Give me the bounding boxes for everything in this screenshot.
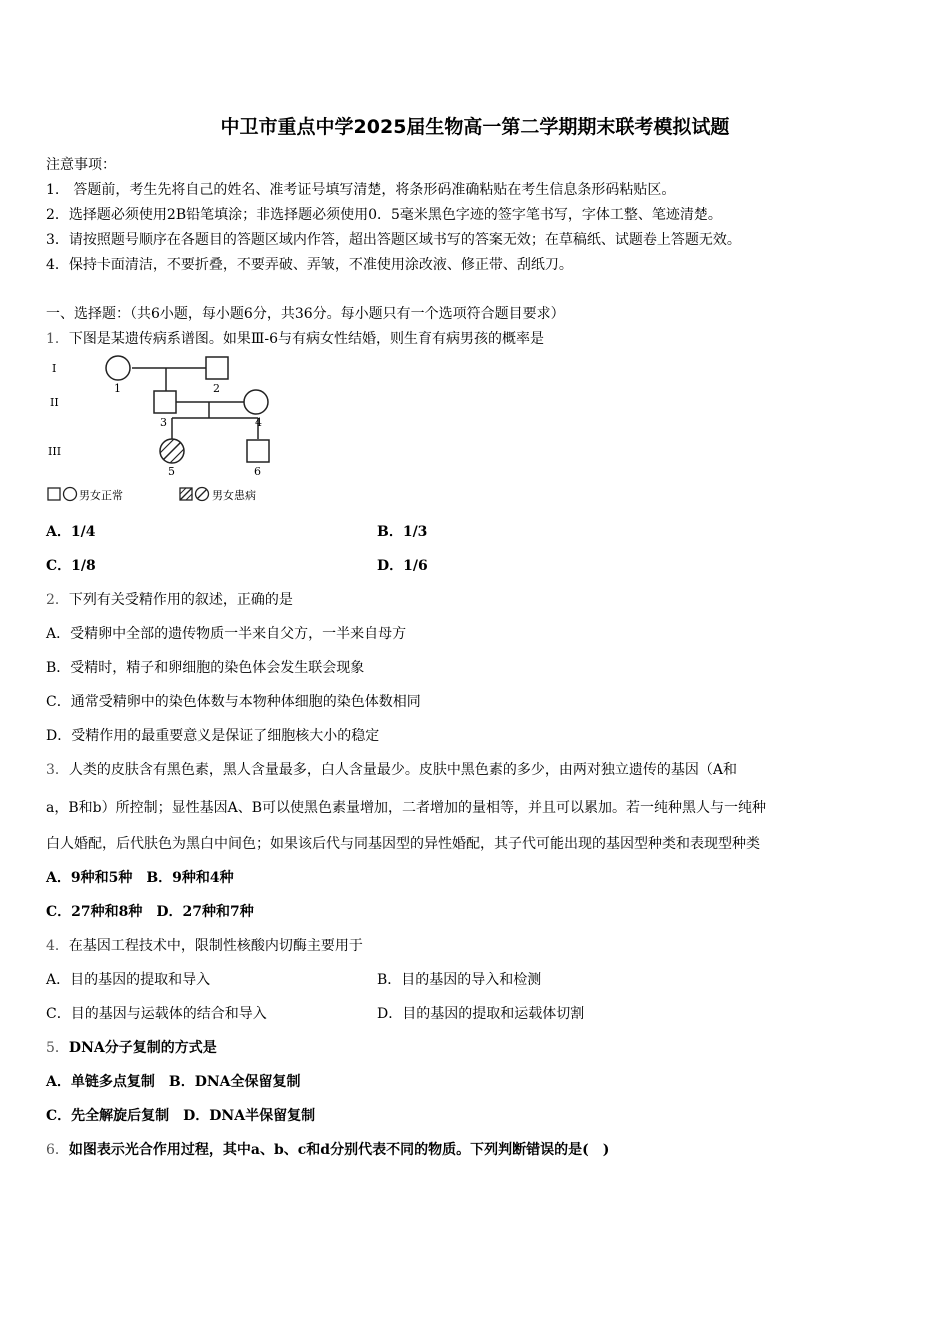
q5-options-ab: A．单链多点复制 B．DNA全保留复制 [46,1074,301,1090]
q4-option-a: A．目的基因的提取和导入 [46,972,211,988]
question-number: 6． [46,1142,69,1158]
generation-label-II: II [50,396,59,409]
question-number: 2． [46,592,69,608]
pedigree-male-normal-3 [154,391,176,413]
question-stem: 如图表示光合作用过程，其中a、b、c和d分别代表不同的物质。下列判断错误的是( ) [68,1142,610,1158]
q1-option-a: A．1/4 [46,524,96,540]
q4-option-d: D．目的基因的提取和运载体切割 [377,1006,585,1022]
pedigree-number-2: 2 [213,382,220,395]
q2-option-d: D．受精作用的最重要意义是保证了细胞核大小的稳定 [46,728,380,744]
q5-options-cd: C．先全解旋后复制 D．DNA半保留复制 [46,1108,316,1124]
legend-affected-label: 男女患病 [212,489,256,502]
question-stem: DNA分子复制的方式是 [68,1040,217,1056]
generation-label-III: III [48,445,62,458]
question-4 [46,935,363,955]
notice-heading: 注意事项： [46,157,116,173]
notice-item-2: 2．选择题必须使用2B铅笔填涂；非选择题必须使用0．5毫米黑色字迹的签字笔书写，字体工整、笔迹清楚。 [46,207,722,223]
legend-normal-label: 男女正常 [79,489,123,502]
q2-option-c: C．通常受精卵中的染色体数与本物种体细胞的染色体数相同 [46,694,421,710]
question-stem: 在基因工程技术中，限制性核酸内切酶主要用于 [68,938,363,954]
notice-item-3: 3．请按照题号顺序在各题目的答题区域内作答，超出答题区域书写的答案无效；在草稿纸、试题卷上答题无效。 [46,232,741,248]
q3-options-cd: C．27种和8种 D．27种和7种 [46,904,254,920]
q4-option-c: C．目的基因与运载体的结合和导入 [46,1006,267,1022]
pedigree-number-1: 1 [114,382,121,395]
q2-option-b: B．受精时，精子和卵细胞的染色体会发生联会现象 [46,660,365,676]
pedigree-male-normal-6 [247,440,269,462]
question-stem-line-1: 人类的皮肤含有黑色素，黑人含量最多，白人含量最少。皮肤中黑色素的多少，由两对独立遗传的基因（A和 [68,762,738,778]
question-6 [46,1139,609,1159]
q1-option-d: D．1/6 [377,558,428,574]
question-5 [46,1037,217,1057]
question-1 [46,328,544,348]
pedigree-female-normal-1 [106,356,130,380]
q2-option-a: A．受精卵中全部的遗传物质一半来自父方，一半来自母方 [46,626,407,642]
question-3-line-3: 白人婚配，后代肤色为黑白中间色；如果该后代与同基因型的异性婚配，其子代可能出现的基因型种类和表现型种类 [46,836,760,852]
question-number: 4． [46,938,69,954]
legend-male-normal-icon [48,488,60,500]
q1-option-b: B．1/3 [377,524,428,540]
legend-female-normal-icon [64,488,77,501]
section-heading: 一、选择题：（共6小题，每小题6分，共36分。每小题只有一个选项符合题目要求） [46,306,565,322]
pedigree-chart [46,352,306,507]
pedigree-number-4: 4 [255,416,262,429]
pedigree-female-normal-4 [244,390,268,414]
question-3-line-2: a，B和b）所控制；显性基因A、B可以使黑色素量增加，二者增加的量相等，并且可以累加。若一纯种黑人与一纯种 [46,800,766,816]
pedigree-number-6: 6 [254,465,261,478]
generation-label-I: I [52,362,57,375]
pedigree-male-normal-2 [206,357,228,379]
q4-option-b: B．目的基因的导入和检测 [377,972,542,988]
question-number: 1． [46,331,69,347]
notice-item-4: 4．保持卡面清洁，不要折叠，不要弄破、弄皱，不准使用涂改液、修正带、刮纸刀。 [46,257,573,273]
pedigree-number-3: 3 [160,416,167,429]
q3-options-ab: A．9种和5种 B．9种和4种 [46,870,234,886]
question-number: 3． [46,762,69,778]
page-title: 中卫市重点中学2025届生物高一第二学期期末联考模拟试题 [220,116,730,138]
question-2 [46,589,293,609]
q1-option-c: C．1/8 [46,558,96,574]
question-3 [46,759,737,779]
question-stem: 下列有关受精作用的叙述，正确的是 [68,592,293,608]
question-number: 5． [46,1040,69,1056]
pedigree-number-5: 5 [168,465,175,478]
notice-item-1: 1. 答题前，考生先将自己的姓名、准考证号填写清楚，将条形码准确粘贴在考生信息条形码粘贴区。 [46,182,676,198]
question-stem: 下图是某遗传病系谱图。如果Ⅲ-6与有病女性结婚，则生育有病男孩的概率是 [68,331,545,347]
